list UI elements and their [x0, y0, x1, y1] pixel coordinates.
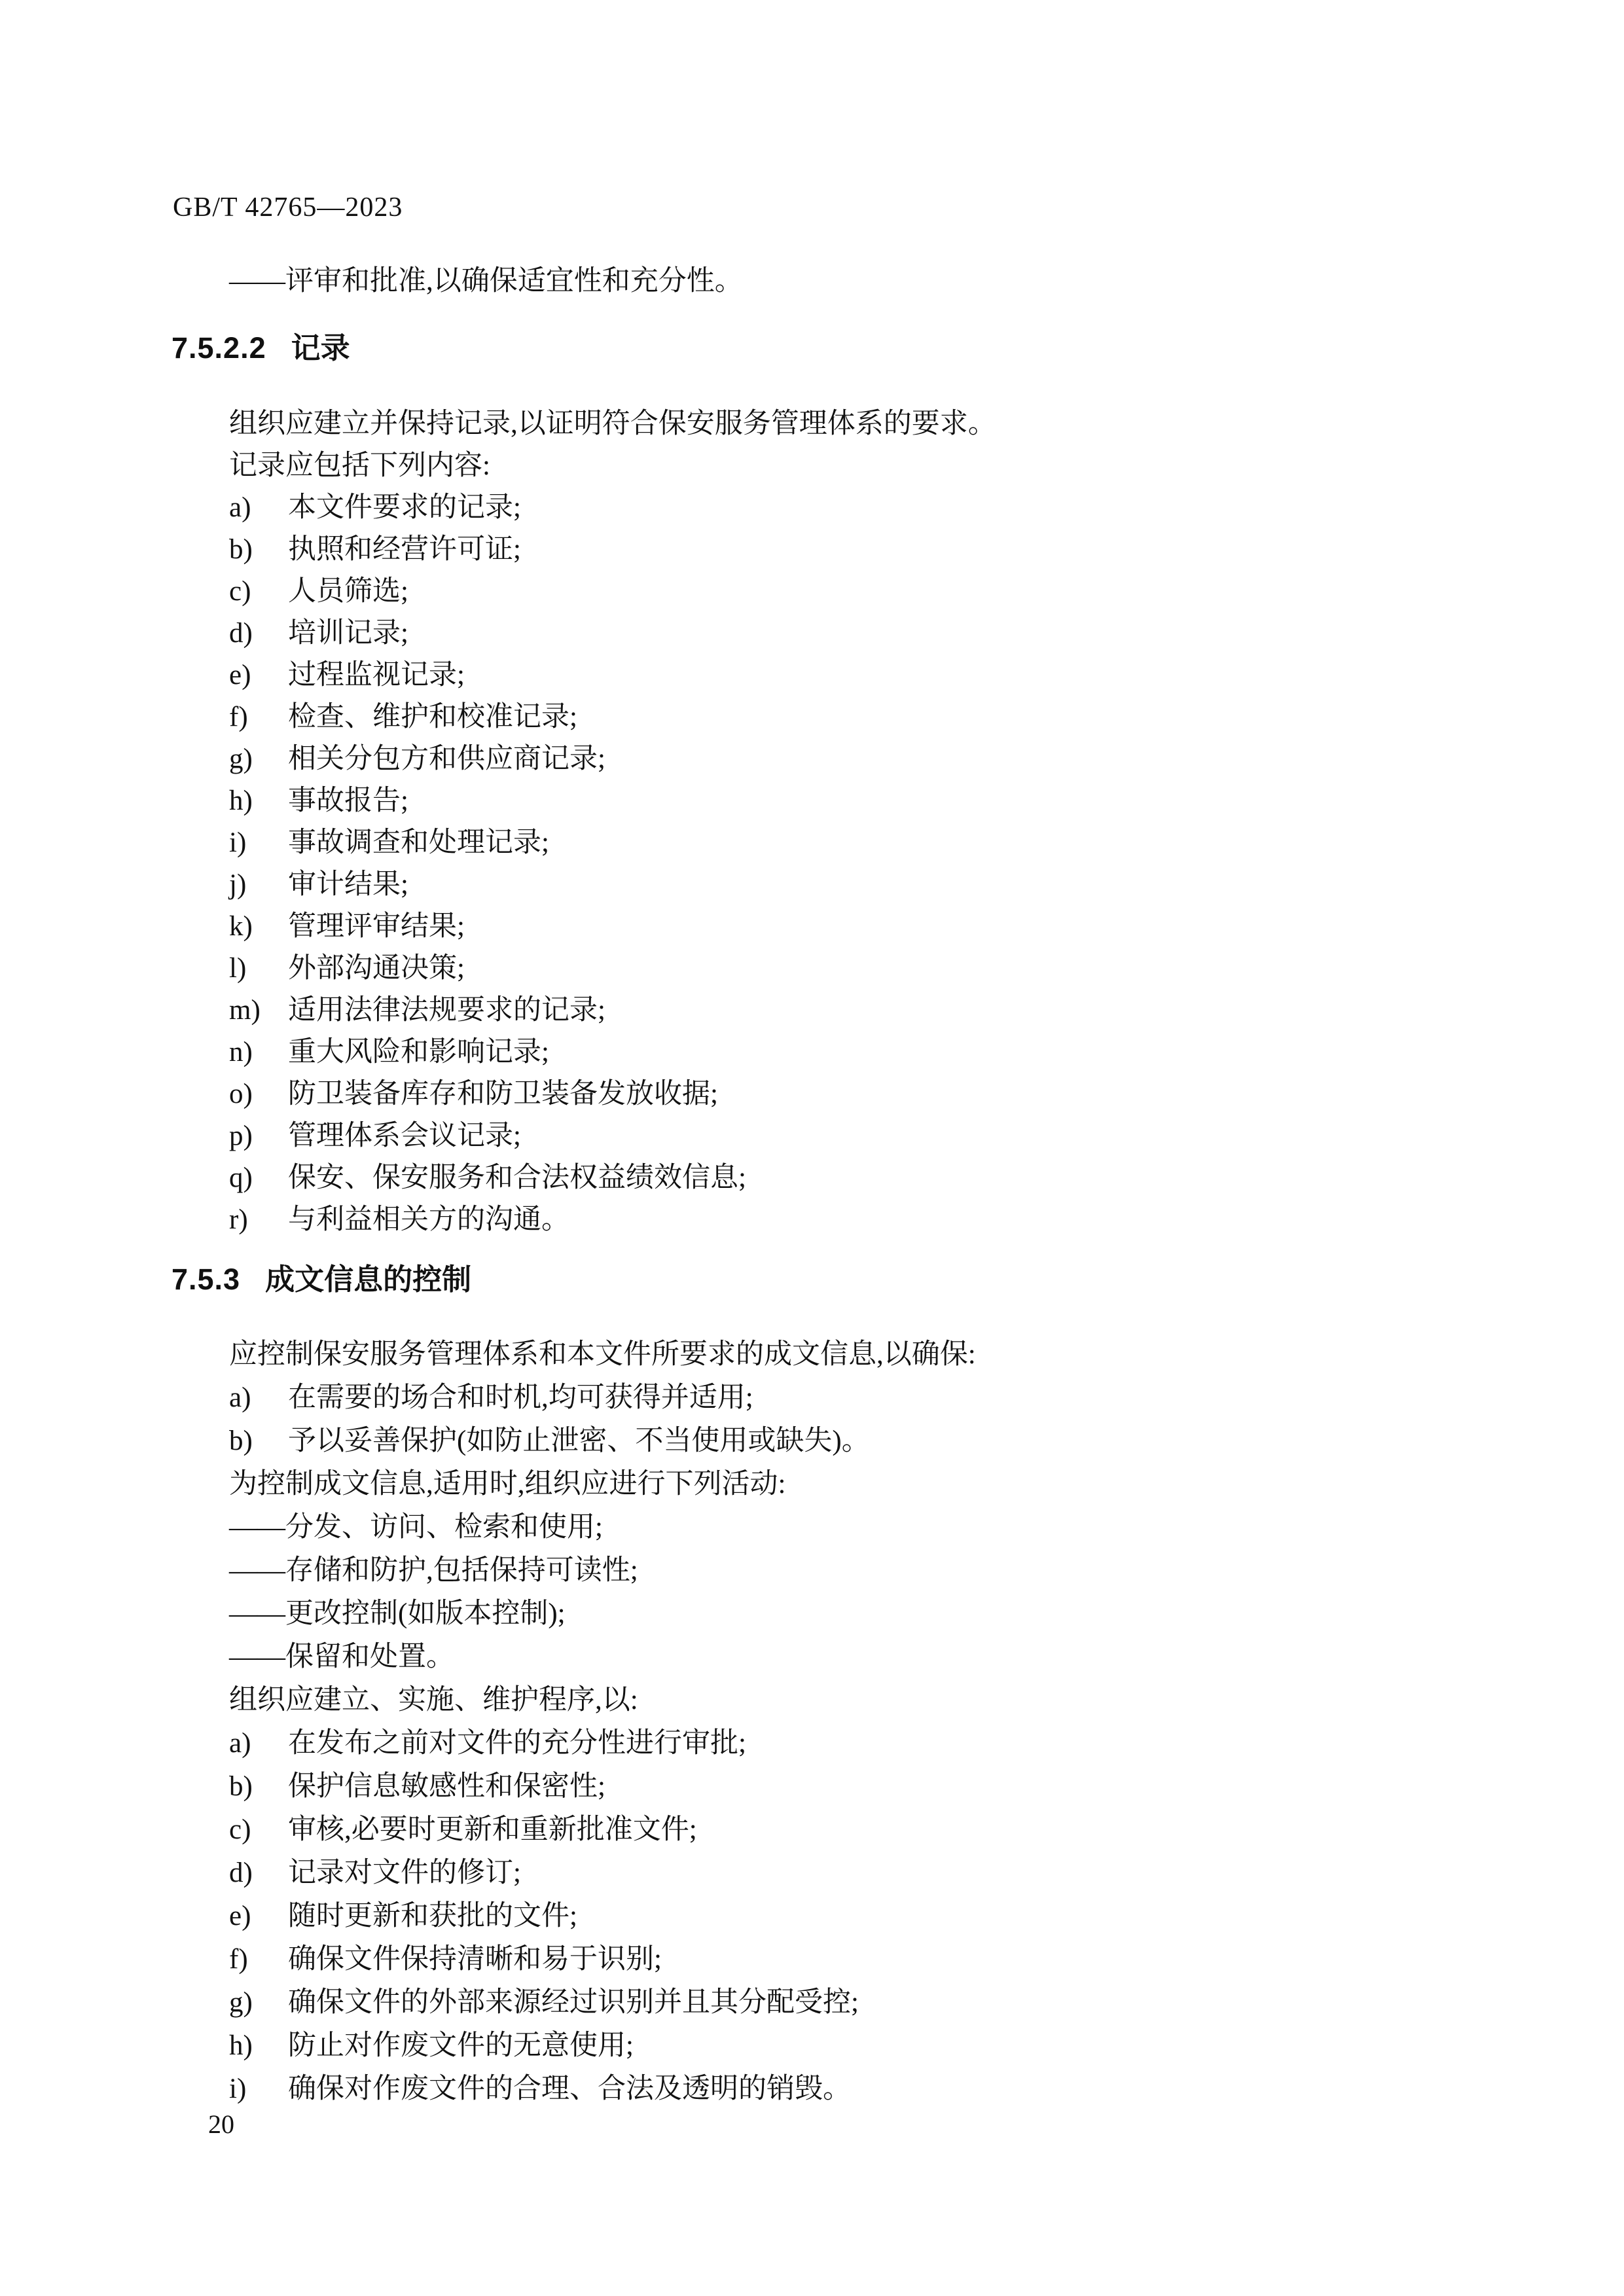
list-item-text: 随时更新和获批的文件; [288, 1901, 577, 1931]
list-item [173, 1073, 1482, 1115]
list-item [173, 822, 1482, 864]
section-heading-docinfo [171, 1259, 471, 1300]
list-item-label: e) [229, 1901, 251, 1931]
list-item [173, 738, 1482, 780]
list-item [173, 1895, 1482, 1938]
list-item [173, 780, 1482, 822]
dash-item: ——保留和处置。 [229, 1641, 454, 1672]
list-item [173, 1852, 1482, 1895]
list-item-text: 在发布之前对文件的充分性进行审批; [288, 1728, 746, 1759]
list-item-text: 确保对作废文件的合理、合法及透明的销毁。 [288, 2073, 851, 2104]
list-item [173, 1157, 1482, 1199]
list-item-label: k) [229, 911, 253, 942]
list-item-label: a) [229, 492, 251, 523]
paragraph: 为控制成文信息,适用时,组织应进行下列活动: [229, 1469, 786, 1499]
list-item [173, 1376, 1482, 1420]
list-item [173, 1808, 1482, 1852]
paragraph: 组织应建立、实施、维护程序,以: [229, 1685, 638, 1715]
list-item [173, 696, 1482, 738]
list-item-label: i) [229, 827, 247, 858]
list-item [173, 1765, 1482, 1808]
list-item [173, 1199, 1482, 1241]
list-item-text: 防止对作废文件的无意使用; [288, 2030, 634, 2061]
list-item-label: h) [229, 2030, 253, 2061]
paragraph: 记录应包括下列内容: [229, 450, 490, 481]
list-item [173, 1420, 1482, 1463]
list-item [173, 655, 1482, 696]
list-item-label: e) [229, 660, 251, 691]
list-item-label: f) [229, 702, 248, 732]
list-item [173, 1722, 1482, 1765]
list-item-text: 予以妥善保护(如防止泄密、不当使用或缺失)。 [288, 1426, 870, 1456]
section-title: 记录 [291, 331, 350, 365]
list-item-text: 外部沟通决策; [288, 953, 465, 984]
list-item-text: 审计结果; [288, 869, 408, 900]
list-item-text: 记录对文件的修订; [288, 1857, 521, 1888]
list-item-text: 保安、保安服务和合法权益绩效信息; [288, 1162, 746, 1193]
list-item-text: 检查、维护和校准记录; [288, 702, 577, 732]
list-item-label: b) [229, 1771, 253, 1802]
list-item-label: b) [229, 1426, 253, 1456]
paragraph: 组织应建立并保持记录,以证明符合保安服务管理体系的要求。 [229, 408, 996, 439]
section-number: 7.5.3 [171, 1263, 241, 1296]
list-item-label: i) [229, 2073, 247, 2104]
list-item-label: n) [229, 1037, 253, 1067]
list-item-label: f) [229, 1944, 248, 1975]
list-item-text: 事故调查和处理记录; [288, 827, 549, 858]
list-item-label: j) [229, 869, 247, 900]
list-item [173, 948, 1482, 990]
list-item [173, 906, 1482, 948]
standard-number-header: GB/T 42765—2023 [173, 192, 403, 223]
paragraph: 应控制保安服务管理体系和本文件所要求的成文信息,以确保: [229, 1339, 976, 1370]
list-item [173, 1981, 1482, 2024]
list-item [173, 1115, 1482, 1157]
list-item-label: o) [229, 1079, 253, 1109]
list-item-label: d) [229, 618, 253, 649]
list-item [173, 2068, 1482, 2111]
list-item-text: 审核,必要时更新和重新批准文件; [288, 1814, 697, 1845]
list-item-text: 确保文件的外部来源经过识别并且其分配受控; [288, 1987, 859, 2018]
list-item-label: m) [229, 995, 261, 1026]
list-item [173, 613, 1482, 655]
section-number: 7.5.2.2 [171, 331, 266, 365]
list-item-text: 培训记录; [288, 618, 408, 649]
list-item-label: g) [229, 744, 253, 774]
list-item-text: 人员筛选; [288, 576, 408, 607]
list-item-label: a) [229, 1382, 251, 1413]
list-item-text: 重大风险和影响记录; [288, 1037, 549, 1067]
list-item-label: h) [229, 785, 253, 816]
list-item-text: 本文件要求的记录; [288, 492, 521, 523]
dash-item: ——分发、访问、检索和使用; [229, 1512, 603, 1543]
section-docinfo-body [173, 1333, 1482, 2111]
list-item [173, 487, 1482, 529]
list-item-text: 管理体系会议记录; [288, 1121, 521, 1151]
section-records-body [173, 403, 1482, 1241]
dash-item-review-approve: ——评审和批准,以确保适宜性和充分性。 [229, 266, 743, 296]
list-item-text: 事故报告; [288, 785, 408, 816]
page-number: 20 [208, 2109, 234, 2139]
list-item-label: c) [229, 1814, 251, 1845]
list-item-label: g) [229, 1987, 253, 2018]
list-item [173, 2024, 1482, 2068]
list-item-text: 适用法律法规要求的记录; [288, 995, 605, 1026]
list-item-text: 确保文件保持清晰和易于识别; [288, 1944, 662, 1975]
list-item [173, 990, 1482, 1031]
list-item-label: a) [229, 1728, 251, 1759]
list-item-label: q) [229, 1162, 253, 1193]
list-item-text: 与利益相关方的沟通。 [288, 1204, 569, 1235]
list-item [173, 864, 1482, 906]
dash-item: ——存储和防护,包括保持可读性; [229, 1555, 638, 1586]
dash-item: ——更改控制(如版本控制); [229, 1598, 566, 1629]
list-item-text: 管理评审结果; [288, 911, 465, 942]
list-item-text: 过程监视记录; [288, 660, 465, 691]
list-item-text: 保护信息敏感性和保密性; [288, 1771, 605, 1802]
list-item [173, 1938, 1482, 1981]
list-item-label: l) [229, 953, 247, 984]
list-item-label: b) [229, 534, 253, 565]
list-item-text: 在需要的场合和时机,均可获得并适用; [288, 1382, 753, 1413]
list-item-text: 防卫装备库存和防卫装备发放收据; [288, 1079, 718, 1109]
list-item-label: c) [229, 576, 251, 607]
list-item-text: 相关分包方和供应商记录; [288, 744, 605, 774]
section-heading-records [171, 327, 350, 369]
list-item [173, 529, 1482, 571]
section-title: 成文信息的控制 [265, 1263, 472, 1296]
list-item-label: r) [229, 1204, 248, 1235]
list-item [173, 571, 1482, 613]
list-item [173, 1031, 1482, 1073]
list-item-text: 执照和经营许可证; [288, 534, 521, 565]
list-item-label: d) [229, 1857, 253, 1888]
list-item-label: p) [229, 1121, 253, 1151]
